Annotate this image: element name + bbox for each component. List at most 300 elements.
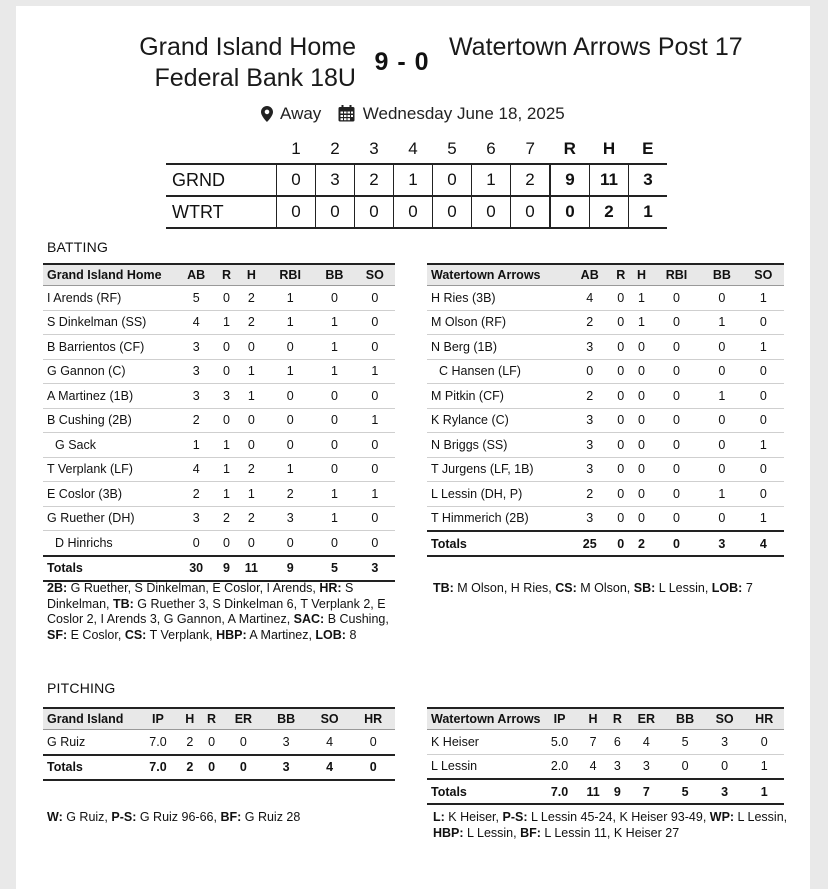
stat-cell: 1 <box>266 310 314 335</box>
batter-row <box>43 286 395 311</box>
stat-cell: 0 <box>743 457 784 482</box>
player-name: E Coslor (3B) <box>43 482 176 507</box>
inning-score: 1 <box>472 164 511 196</box>
stat-cell: 0 <box>652 335 701 360</box>
total-cell: 7.0 <box>541 779 579 804</box>
note-text: A Martinez, <box>246 627 316 642</box>
stat-cell: 3 <box>608 754 628 779</box>
linescore-table <box>166 134 667 229</box>
stat-cell: 4 <box>569 286 610 311</box>
stat-column-header: ER <box>627 708 665 730</box>
batter-row <box>43 531 395 556</box>
stat-cell: 0 <box>569 359 610 384</box>
player-name: N Berg (1B) <box>427 335 569 360</box>
totals-label: Totals <box>427 531 569 556</box>
note-text: G Ruiz 28 <box>241 810 301 824</box>
stat-cell: 2 <box>569 482 610 507</box>
stat-cell: 1 <box>237 482 267 507</box>
stat-cell: 1 <box>314 359 354 384</box>
table-header-row <box>427 708 784 730</box>
inning-score: 0 <box>433 196 472 228</box>
note-text: 7 <box>742 581 753 595</box>
stat-cell: 0 <box>743 384 784 409</box>
stat-column-header: H <box>237 264 267 286</box>
player-name: T Verplank (LF) <box>43 457 176 482</box>
stat-cell: 3 <box>266 506 314 531</box>
player-name: A Martinez (1B) <box>43 384 176 409</box>
stat-cell: 0 <box>216 408 236 433</box>
stat-cell: 0 <box>266 384 314 409</box>
stat-column-header: RBI <box>266 264 314 286</box>
stat-cell: 0 <box>216 335 236 360</box>
player-name: I Arends (RF) <box>43 286 176 311</box>
note-label: LOB: <box>315 627 346 642</box>
stat-cell: 1 <box>355 482 395 507</box>
stat-cell: 0 <box>610 482 631 507</box>
stat-cell: 0 <box>631 506 652 531</box>
batter-row <box>427 408 784 433</box>
stat-cell: 0 <box>201 730 223 755</box>
stat-cell: 2 <box>216 506 236 531</box>
stat-cell: 1 <box>216 482 236 507</box>
note-text: L Lessin, <box>655 581 712 595</box>
batter-row <box>43 408 395 433</box>
stat-cell: 0 <box>743 359 784 384</box>
stat-cell: 0 <box>701 359 742 384</box>
stat-cell: 0 <box>237 433 267 458</box>
batter-row <box>43 433 395 458</box>
stat-cell: 0 <box>652 384 701 409</box>
away-pitching-notes <box>433 810 793 841</box>
stat-cell: 0 <box>355 384 395 409</box>
total-runs: 9 <box>550 164 590 196</box>
note-text: T Verplank, <box>146 627 217 642</box>
stat-cell: 1 <box>266 286 314 311</box>
stat-cell: 1 <box>216 433 236 458</box>
game-meta <box>16 103 810 124</box>
stat-cell: 1 <box>631 286 652 311</box>
stat-cell: 0 <box>355 457 395 482</box>
total-cell: 9 <box>216 556 236 581</box>
runs-header: R <box>563 138 576 158</box>
total-cell: 2 <box>179 755 201 780</box>
stat-cell: 0 <box>314 433 354 458</box>
stat-cell: 1 <box>176 433 216 458</box>
totals-row <box>427 531 784 556</box>
player-name: L Lessin <box>427 754 541 779</box>
stat-column-header: BB <box>701 264 742 286</box>
stat-column-header: R <box>216 264 236 286</box>
note-label: BF: <box>520 825 541 840</box>
stat-cell: 0 <box>610 335 631 360</box>
team-column-header: Watertown Arrows <box>427 708 541 730</box>
total-cell: 9 <box>266 556 314 581</box>
team-column-header: Grand Island Home <box>43 264 176 286</box>
stat-cell: 0 <box>631 457 652 482</box>
note-label: CS: <box>555 581 577 595</box>
note-label: SF: <box>47 627 68 642</box>
stat-cell: 0 <box>631 408 652 433</box>
player-name: G Gannon (C) <box>43 359 176 384</box>
linescore-row-home <box>166 164 667 196</box>
inning-score: 0 <box>355 196 394 228</box>
player-name: N Briggs (SS) <box>427 433 569 458</box>
stat-cell: 0 <box>314 384 354 409</box>
player-name: S Dinkelman (SS) <box>43 310 176 335</box>
player-name: C Hansen (LF) <box>427 359 569 384</box>
stat-cell: 3 <box>176 384 216 409</box>
player-name: T Himmerich (2B) <box>427 506 569 531</box>
inning-score: 0 <box>277 196 316 228</box>
stat-cell: 0 <box>266 408 314 433</box>
stat-column-header: HR <box>744 708 784 730</box>
note-text: E Coslor, <box>67 627 125 642</box>
stat-column-header: SO <box>355 264 395 286</box>
stat-cell: 0 <box>237 408 267 433</box>
stat-cell: 3 <box>569 433 610 458</box>
stat-cell: 0 <box>216 286 236 311</box>
stat-cell: 1 <box>743 335 784 360</box>
table-header-row <box>43 264 395 286</box>
stat-cell: 0 <box>652 482 701 507</box>
stat-column-header: R <box>201 708 223 730</box>
stat-cell: 0 <box>314 531 354 556</box>
home-batting-table <box>43 263 395 582</box>
inning-score: 3 <box>316 164 355 196</box>
pitching-section-title: PITCHING <box>47 680 116 696</box>
total-cell: 4 <box>308 755 352 780</box>
stat-column-header: AB <box>569 264 610 286</box>
stat-cell: 3 <box>216 384 236 409</box>
away-team-name: Watertown Arrows Post 17 <box>449 33 743 61</box>
pitcher-row <box>43 730 395 755</box>
total-cell: 2 <box>631 531 652 556</box>
stat-cell: 2 <box>237 506 267 531</box>
stat-cell: 0 <box>701 408 742 433</box>
stat-column-header: IP <box>137 708 179 730</box>
batter-row <box>43 359 395 384</box>
stat-cell: 1 <box>314 335 354 360</box>
stat-cell: 0 <box>355 506 395 531</box>
stat-cell: 0 <box>701 286 742 311</box>
stat-cell: 2 <box>237 310 267 335</box>
stat-cell: 0 <box>652 408 701 433</box>
player-name: M Olson (RF) <box>427 310 569 335</box>
batter-row <box>43 310 395 335</box>
stat-cell: 0 <box>176 531 216 556</box>
stat-cell: 1 <box>237 384 267 409</box>
stat-column-header: SO <box>308 708 352 730</box>
note-label: LOB: <box>711 581 743 595</box>
stat-cell: 0 <box>355 335 395 360</box>
total-hits: 2 <box>590 196 629 228</box>
stat-cell: 1 <box>216 310 236 335</box>
stat-cell: 1 <box>216 457 236 482</box>
stat-cell: 1 <box>237 359 267 384</box>
stat-cell: 4 <box>308 730 352 755</box>
total-cell: 0 <box>652 531 701 556</box>
stat-cell: 0 <box>610 506 631 531</box>
linescore-team: GRND <box>166 164 277 196</box>
total-errors: 3 <box>629 164 668 196</box>
note-label: HBP: <box>433 825 464 840</box>
home-pitching-notes <box>47 810 397 826</box>
stat-cell: 0 <box>610 408 631 433</box>
stat-cell: 4 <box>579 754 608 779</box>
stat-column-header: H <box>631 264 652 286</box>
stat-cell: 1 <box>355 408 395 433</box>
stat-cell: 0 <box>743 408 784 433</box>
stat-cell: 2 <box>569 310 610 335</box>
inning-5-header: 5 <box>447 138 457 158</box>
stat-cell: 1 <box>266 359 314 384</box>
stat-cell: 3 <box>264 730 308 755</box>
batter-row <box>427 359 784 384</box>
stat-cell: 0 <box>652 506 701 531</box>
totals-label: Totals <box>43 556 176 581</box>
inning-score: 0 <box>316 196 355 228</box>
linescore-row-away <box>166 196 667 228</box>
total-cell: 0 <box>201 755 223 780</box>
stat-column-header: H <box>179 708 201 730</box>
player-name: H Ries (3B) <box>427 286 569 311</box>
player-name: K Heiser <box>427 730 541 755</box>
stat-column-header: R <box>610 264 631 286</box>
stat-cell: 0 <box>652 359 701 384</box>
stat-cell: 0 <box>631 359 652 384</box>
player-name: M Pitkin (CF) <box>427 384 569 409</box>
inning-score: 0 <box>277 164 316 196</box>
batter-row <box>427 457 784 482</box>
stat-column-header: BB <box>665 708 705 730</box>
inning-score: 0 <box>511 196 551 228</box>
note-text: G Ruiz, <box>62 810 112 824</box>
stat-cell: 0 <box>610 310 631 335</box>
note-label: P-S: <box>111 810 137 824</box>
stat-cell: 0 <box>652 286 701 311</box>
stat-cell: 5 <box>176 286 216 311</box>
stat-cell: 1 <box>314 310 354 335</box>
total-cell: 9 <box>608 779 628 804</box>
stat-column-header: SO <box>743 264 784 286</box>
team-column-header: Grand Island <box>43 708 137 730</box>
table-header-row <box>427 264 784 286</box>
note-label: TB: <box>113 596 134 611</box>
batter-row <box>43 335 395 360</box>
total-cell: 11 <box>237 556 267 581</box>
stat-cell: 7.0 <box>137 730 179 755</box>
note-text: L Lessin, <box>463 825 521 840</box>
total-cell: 0 <box>610 531 631 556</box>
stat-cell: 0 <box>631 335 652 360</box>
stat-cell: 2 <box>176 408 216 433</box>
stat-cell: 1 <box>266 457 314 482</box>
note-label: BF: <box>220 810 242 824</box>
note-text: G Ruether 3, S Dinkelman 6, T Verplank 2, E Coslor 2, I Arends 3, G Gannon, A Martinez, <box>47 596 386 626</box>
note-label: HR: <box>319 581 342 595</box>
note-text: M Olson, H Ries, <box>453 581 556 595</box>
stat-cell: 0 <box>610 384 631 409</box>
note-label: W: <box>47 810 63 824</box>
batter-row <box>427 286 784 311</box>
note-label: CS: <box>124 627 147 642</box>
pitcher-row <box>427 730 784 755</box>
final-score: 9 - 0 <box>374 48 430 76</box>
stat-cell: 5 <box>665 730 705 755</box>
stat-cell: 2 <box>266 482 314 507</box>
away-batting-table <box>427 263 784 557</box>
stat-cell: 0 <box>266 531 314 556</box>
total-cell: 11 <box>579 779 608 804</box>
stat-cell: 0 <box>610 457 631 482</box>
stat-cell: 0 <box>705 754 745 779</box>
stat-cell: 7 <box>579 730 608 755</box>
away-batting-notes <box>433 581 783 597</box>
stat-cell: 2 <box>237 286 267 311</box>
player-name: L Lessin (DH, P) <box>427 482 569 507</box>
total-cell: 1 <box>744 779 784 804</box>
pitcher-row <box>427 754 784 779</box>
note-text: L Lessin, <box>734 810 788 824</box>
stat-cell: 0 <box>314 457 354 482</box>
stat-cell: 1 <box>355 359 395 384</box>
batting-section-title: BATTING <box>47 239 109 255</box>
total-runs: 0 <box>550 196 590 228</box>
total-cell: 25 <box>569 531 610 556</box>
batter-row <box>43 457 395 482</box>
note-text: L Lessin 11, K Heiser 27 <box>540 825 680 840</box>
player-name: B Barrientos (CF) <box>43 335 176 360</box>
home-pitching-table <box>43 707 395 781</box>
stat-cell: 0 <box>631 384 652 409</box>
location-label: Away <box>280 103 322 123</box>
stat-cell: 4 <box>627 730 665 755</box>
inning-score: 2 <box>511 164 551 196</box>
note-label: 2B: <box>47 581 68 595</box>
table-header-row <box>43 708 395 730</box>
errors-header: E <box>642 138 654 158</box>
stat-cell: 0 <box>355 310 395 335</box>
total-cell: 3 <box>701 531 742 556</box>
stat-column-header: AB <box>176 264 216 286</box>
totals-label: Totals <box>43 755 137 780</box>
total-cell: 30 <box>176 556 216 581</box>
stat-cell: 5.0 <box>541 730 579 755</box>
stat-cell: 2 <box>569 384 610 409</box>
away-pitching-table <box>427 707 784 805</box>
stat-cell: 0 <box>701 506 742 531</box>
stat-column-header: HR <box>351 708 395 730</box>
stat-cell: 3 <box>176 335 216 360</box>
note-label: SAC: <box>293 612 325 626</box>
inning-3-header: 3 <box>369 138 379 158</box>
box-score-sheet <box>16 6 810 889</box>
stat-cell: 1 <box>743 433 784 458</box>
stat-cell: 0 <box>610 359 631 384</box>
totals-label: Totals <box>427 779 541 804</box>
stat-cell: 0 <box>237 335 267 360</box>
stat-cell: 0 <box>266 335 314 360</box>
stat-cell: 0 <box>237 531 267 556</box>
stat-cell: 0 <box>222 730 264 755</box>
inning-6-header: 6 <box>486 138 496 158</box>
stat-column-header: SO <box>705 708 745 730</box>
inning-score: 2 <box>355 164 394 196</box>
stat-cell: 0 <box>743 482 784 507</box>
stat-column-header: IP <box>541 708 579 730</box>
stat-cell: 0 <box>744 730 784 755</box>
stat-cell: 2 <box>179 730 201 755</box>
total-cell: 7 <box>627 779 665 804</box>
player-name: G Ruiz <box>43 730 137 755</box>
location <box>261 104 321 124</box>
stat-cell: 1 <box>744 754 784 779</box>
game-date <box>338 104 565 124</box>
stat-cell: 3 <box>627 754 665 779</box>
note-text: M Olson, <box>576 581 634 595</box>
inning-4-header: 4 <box>408 138 418 158</box>
stat-cell: 1 <box>701 384 742 409</box>
stat-cell: 0 <box>355 531 395 556</box>
stat-cell: 3 <box>176 506 216 531</box>
total-cell: 0 <box>351 755 395 780</box>
total-cell: 0 <box>222 755 264 780</box>
stat-cell: 0 <box>355 433 395 458</box>
stat-column-header: R <box>608 708 628 730</box>
stat-cell: 0 <box>665 754 705 779</box>
stat-cell: 0 <box>652 310 701 335</box>
batter-row <box>43 482 395 507</box>
map-pin-icon <box>261 106 273 122</box>
stat-cell: 1 <box>701 482 742 507</box>
stat-cell: 0 <box>652 433 701 458</box>
inning-score: 0 <box>394 196 433 228</box>
inning-1-header: 1 <box>291 138 301 158</box>
note-text: L Lessin 45-24, K Heiser 93-49, <box>527 810 710 824</box>
note-label: P-S: <box>502 810 528 824</box>
total-cell: 5 <box>314 556 354 581</box>
stat-cell: 4 <box>176 310 216 335</box>
stat-cell: 0 <box>701 457 742 482</box>
total-cell: 3 <box>264 755 308 780</box>
batter-row <box>43 506 395 531</box>
batter-row <box>427 482 784 507</box>
stat-cell: 0 <box>266 433 314 458</box>
stat-cell: 0 <box>314 408 354 433</box>
note-label: HBP: <box>216 627 247 642</box>
player-name: B Cushing (2B) <box>43 408 176 433</box>
batter-row <box>427 310 784 335</box>
player-name: G Ruether (DH) <box>43 506 176 531</box>
stat-cell: 1 <box>743 506 784 531</box>
player-name: K Rylance (C) <box>427 408 569 433</box>
stat-cell: 0 <box>701 335 742 360</box>
stat-cell: 0 <box>652 457 701 482</box>
stat-cell: 3 <box>569 506 610 531</box>
note-text: G Ruether, S Dinkelman, E Coslor, I Arends, <box>67 581 320 595</box>
totals-row <box>43 556 395 581</box>
home-team-name: Grand Island Home Federal Bank 18U <box>139 33 356 92</box>
note-label: SB: <box>633 581 656 595</box>
batter-row <box>427 335 784 360</box>
batter-row <box>427 433 784 458</box>
note-text: K Heiser, <box>444 810 503 824</box>
note-text: 8 <box>345 627 357 642</box>
note-text: G Ruiz 96-66, <box>136 810 221 824</box>
inning-7-header: 7 <box>525 138 535 158</box>
batter-row <box>427 506 784 531</box>
linescore-header <box>166 134 667 164</box>
